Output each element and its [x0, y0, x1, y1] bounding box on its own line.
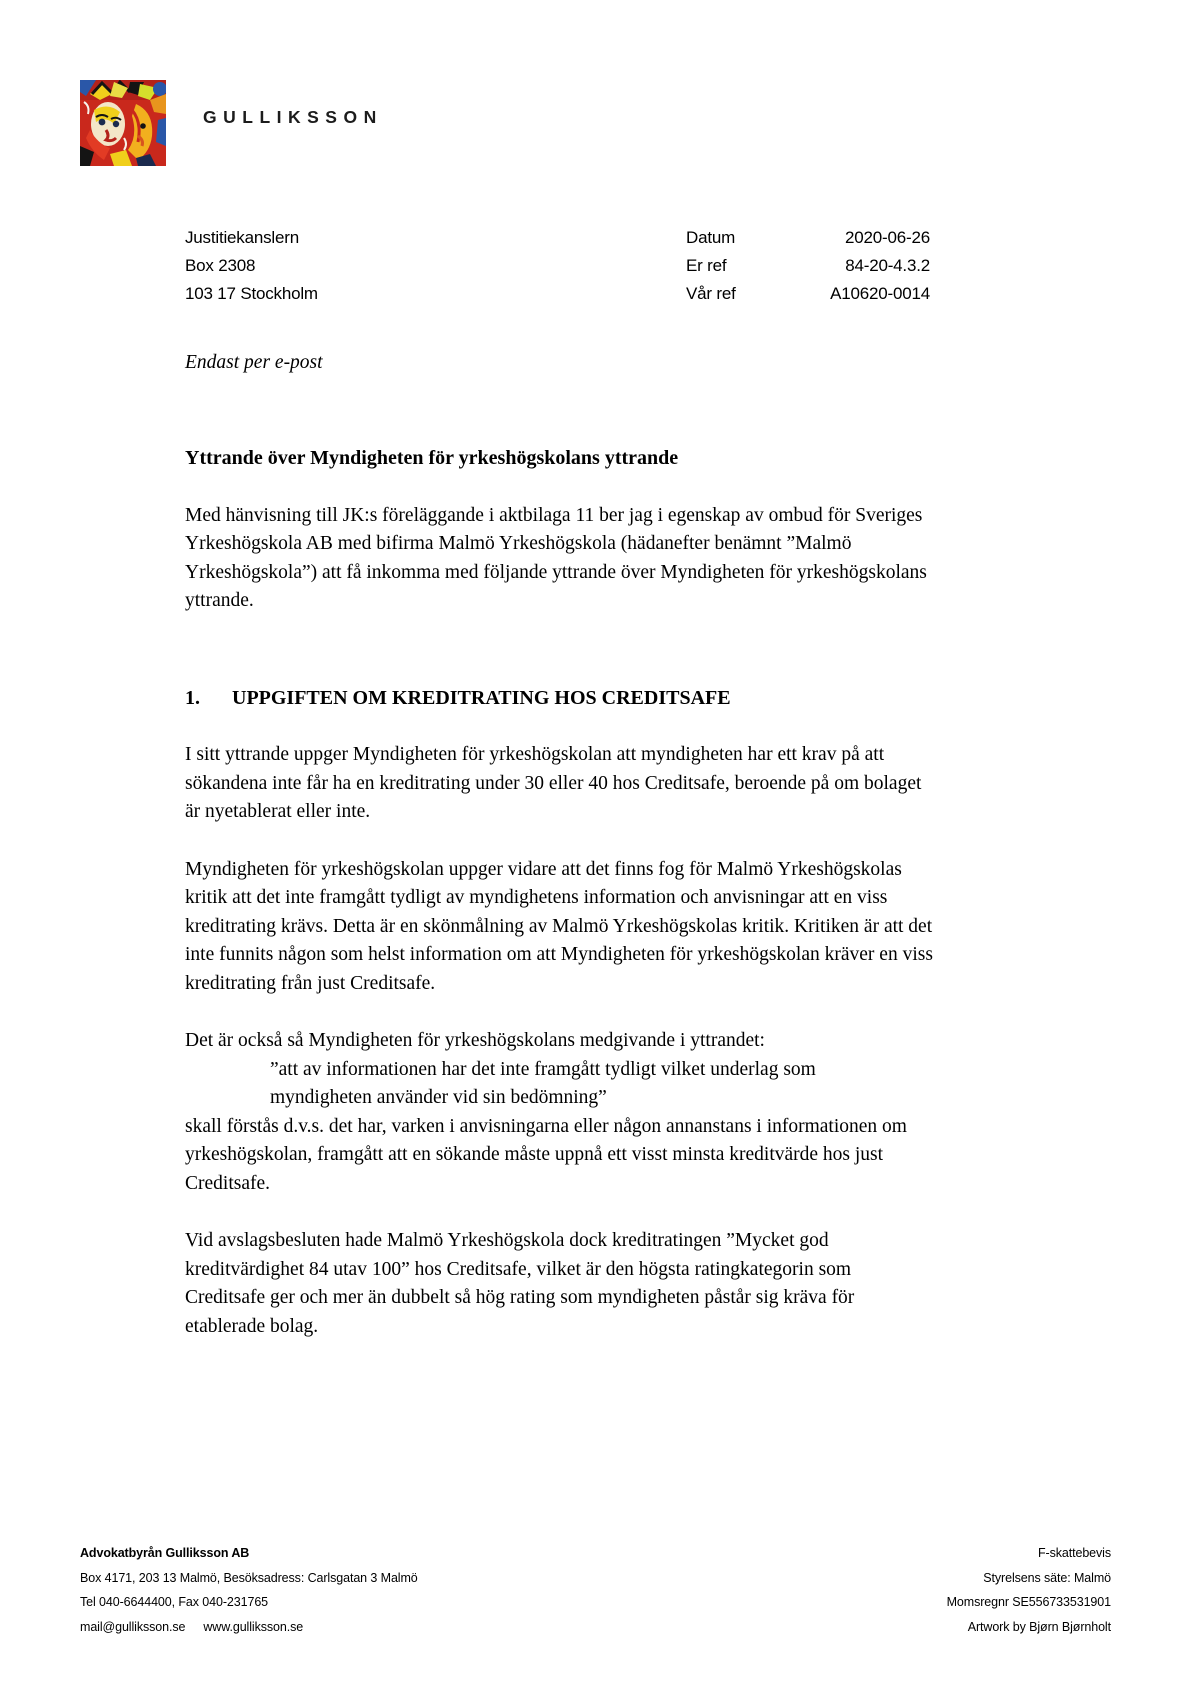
- intro-paragraph: Med hänvisning till JK:s föreläggande i aktbilaga 11 ber jag i egenskap av ombud för Sveriges Yrkeshögskola AB med bifirma Malmö Yrkeshögskola (hädanefter benämnt ”Malmö Yrkeshögskola”) att få inkomma med följande yttrande över Myndigheten för yrkeshögskolans yttrande.: [185, 504, 927, 611]
- gulliksson-abstract-art-logo-icon: [80, 80, 166, 166]
- quoted-statement: ”att av informationen har det inte framgått tydligt vilket underlag som myndigheten använder vid sin bedömning”: [270, 1058, 816, 1108]
- footer-legal-info: [947, 1541, 1111, 1639]
- recipient-city: 103 17 Stockholm: [185, 284, 318, 303]
- section-1-paragraph-4: Vid avslagsbesluten hade Malmö Yrkeshögskola dock kreditratingen ”Mycket god kreditvärdighet 84 utav 100” hos Creditsafe, vilket är den högsta ratingkategorin som Creditsafe ger och mer än dubbelt så hög rating som myndigheten påstår sig kräva för etablerade bolag.: [185, 1230, 855, 1337]
- var-ref-value: A10620-0014: [830, 284, 930, 303]
- page-footer: [80, 1541, 1111, 1639]
- brand-wordmark: GULLIKSSON: [203, 107, 383, 127]
- firm-website-link[interactable]: www.gulliksson.se: [203, 1619, 304, 1634]
- section-1-number: 1.: [185, 686, 200, 709]
- delivery-note: Endast per e-post: [185, 352, 323, 373]
- section-1-paragraph-2: Myndigheten för yrkeshögskolan uppger vidare att det finns fog för Malmö Yrkeshögskolas kritik att det inte framgått tydligt av myndighetens information och anvisningar att en viss kreditrating krävs. Detta är en skönmålning av Malmö Yrkeshögskolas kritik. Kritiken är att det inte funnits någon som helst information om att Myndigheten för yrkeshögskolan kräver en viss kreditrating från just Creditsafe.: [185, 858, 933, 994]
- artwork-credit: Artwork by Bjørn Bjørnholt: [967, 1619, 1111, 1634]
- er-ref-label: Er ref: [686, 256, 727, 275]
- reference-block: [686, 224, 930, 308]
- medgivande-tail: skall förstås d.v.s. det har, varken i anvisningarna eller någon annanstans i informationen om yrkeshögskolan, framgått att en sökande måste uppnå ett visst minsta kreditvärde hos just Creditsafe.: [185, 1115, 907, 1194]
- recipient-name: Justitiekanslern: [185, 228, 299, 247]
- letter-title: Yttrande över Myndigheten för yrkeshögskolans yttrande: [185, 447, 679, 469]
- meta-row-er-ref: [686, 252, 930, 280]
- section-1-heading: [185, 684, 933, 713]
- meta-row-var-ref: [686, 280, 930, 308]
- datum-value: 2020-06-26: [845, 228, 930, 247]
- medgivande-lead: Det är också så Myndigheten för yrkeshögskolans medgivande i yttrandet:: [185, 1030, 765, 1051]
- vat-number: Momsregnr SE556733531901: [946, 1595, 1111, 1609]
- f-skattebevis: F-skattebevis: [1037, 1546, 1111, 1560]
- section-1-paragraph-3: [185, 1027, 933, 1198]
- recipient-address: [185, 224, 318, 308]
- section-1-title: UPPGIFTEN OM KREDITRATING HOS CREDITSAFE: [232, 686, 731, 709]
- firm-phone-fax: Tel 040-6644400, Fax 040-231765: [80, 1595, 269, 1609]
- datum-label: Datum: [686, 228, 736, 247]
- firm-email-link[interactable]: mail@gulliksson.se: [80, 1619, 186, 1634]
- firm-name: Advokatbyrån Gulliksson AB: [80, 1546, 250, 1560]
- recipient-box: Box 2308: [185, 256, 256, 275]
- board-seat: Styrelsens säte: Malmö: [983, 1570, 1111, 1585]
- letter-body: [185, 444, 933, 1370]
- firm-address: Box 4171, 203 13 Malmö, Besöksadress: Carlsgatan 3 Malmö: [80, 1570, 418, 1585]
- section-1-paragraph-1: I sitt yttrande uppger Myndigheten för yrkeshögskolan att myndigheten har ett krav på att sökandena inte får ha en kreditrating under 30 eller 40 hos Creditsafe, beroende på om bolaget är nyetablerat eller inte.: [185, 744, 922, 822]
- meta-row-datum: [686, 224, 930, 252]
- firm-contact-line: [80, 1615, 418, 1640]
- var-ref-label: Vår ref: [686, 284, 736, 303]
- er-ref-value: 84-20-4.3.2: [845, 256, 930, 275]
- footer-firm-info: [80, 1541, 418, 1639]
